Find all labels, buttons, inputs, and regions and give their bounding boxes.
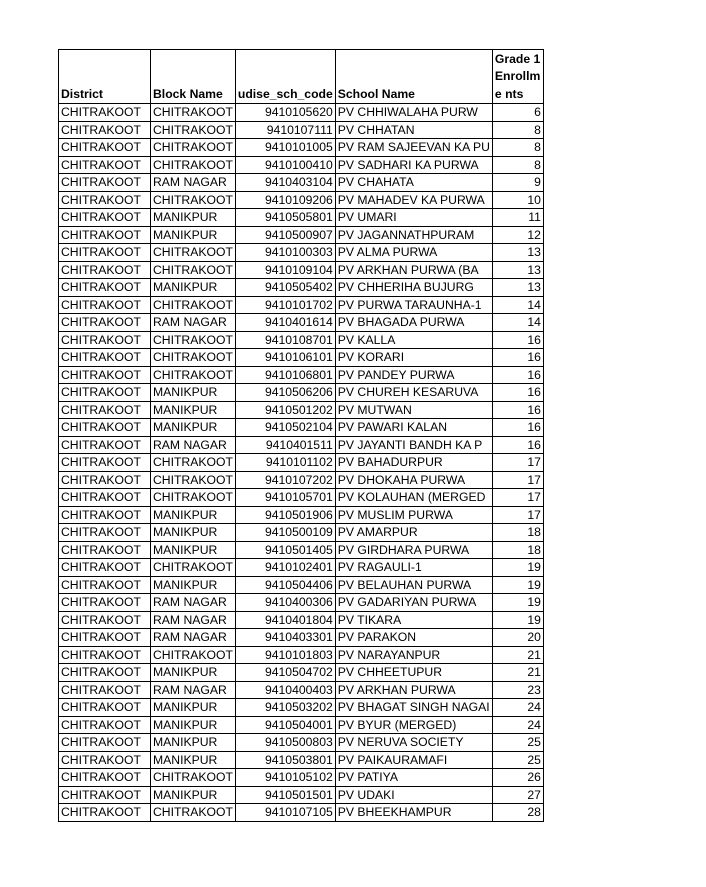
cell-district: CHITRAKOOT bbox=[59, 699, 151, 717]
table-row bbox=[59, 296, 544, 314]
cell-udise-sch-code: 9410105620 bbox=[235, 104, 335, 122]
cell-grade-1-enrollments: 24 bbox=[492, 699, 543, 717]
cell-block-name: RAM NAGAR bbox=[151, 174, 236, 192]
cell-school-name: PV BYUR (MERGED) bbox=[335, 716, 492, 734]
cell-grade-1-enrollments: 12 bbox=[492, 226, 543, 244]
cell-district: CHITRAKOOT bbox=[59, 594, 151, 612]
table-row bbox=[59, 209, 544, 227]
table-row bbox=[59, 279, 544, 297]
table-row bbox=[59, 734, 544, 752]
cell-grade-1-enrollments: 14 bbox=[492, 296, 543, 314]
cell-grade-1-enrollments: 21 bbox=[492, 646, 543, 664]
cell-grade-1-enrollments: 16 bbox=[492, 436, 543, 454]
cell-district: CHITRAKOOT bbox=[59, 664, 151, 682]
cell-udise-sch-code: 9410400403 bbox=[235, 681, 335, 699]
cell-grade-1-enrollments: 26 bbox=[492, 769, 543, 787]
cell-udise-sch-code: 9410400306 bbox=[235, 594, 335, 612]
cell-district: CHITRAKOOT bbox=[59, 804, 151, 822]
cell-udise-sch-code: 9410100410 bbox=[235, 156, 335, 174]
cell-district: CHITRAKOOT bbox=[59, 314, 151, 332]
table-row bbox=[59, 104, 544, 122]
cell-district: CHITRAKOOT bbox=[59, 716, 151, 734]
cell-school-name: PV PAWARI KALAN bbox=[335, 419, 492, 437]
cell-grade-1-enrollments: 8 bbox=[492, 121, 543, 139]
cell-udise-sch-code: 9410107202 bbox=[235, 471, 335, 489]
cell-block-name: MANIKPUR bbox=[151, 279, 236, 297]
cell-block-name: MANIKPUR bbox=[151, 401, 236, 419]
cell-block-name: CHITRAKOOT bbox=[151, 331, 236, 349]
cell-school-name: PV CHAHATA bbox=[335, 174, 492, 192]
cell-district: CHITRAKOOT bbox=[59, 646, 151, 664]
cell-school-name: PV CHHEETUPUR bbox=[335, 664, 492, 682]
cell-school-name: PV KORARI bbox=[335, 349, 492, 367]
cell-district: CHITRAKOOT bbox=[59, 559, 151, 577]
cell-block-name: RAM NAGAR bbox=[151, 594, 236, 612]
cell-school-name: PV ARKHAN PURWA bbox=[335, 681, 492, 699]
table-row bbox=[59, 436, 544, 454]
cell-grade-1-enrollments: 20 bbox=[492, 629, 543, 647]
table-row bbox=[59, 804, 544, 822]
cell-block-name: CHITRAKOOT bbox=[151, 191, 236, 209]
cell-udise-sch-code: 9410505402 bbox=[235, 279, 335, 297]
cell-udise-sch-code: 9410500803 bbox=[235, 734, 335, 752]
cell-udise-sch-code: 9410504001 bbox=[235, 716, 335, 734]
cell-grade-1-enrollments: 19 bbox=[492, 576, 543, 594]
cell-grade-1-enrollments: 13 bbox=[492, 244, 543, 262]
cell-grade-1-enrollments: 16 bbox=[492, 384, 543, 402]
cell-district: CHITRAKOOT bbox=[59, 419, 151, 437]
cell-block-name: CHITRAKOOT bbox=[151, 261, 236, 279]
cell-district: CHITRAKOOT bbox=[59, 366, 151, 384]
table-row bbox=[59, 226, 544, 244]
cell-district: CHITRAKOOT bbox=[59, 139, 151, 157]
cell-block-name: CHITRAKOOT bbox=[151, 296, 236, 314]
cell-udise-sch-code: 9410505801 bbox=[235, 209, 335, 227]
cell-school-name: PV GIRDHARA PURWA bbox=[335, 541, 492, 559]
table-row bbox=[59, 524, 544, 542]
table-row bbox=[59, 751, 544, 769]
cell-school-name: PV MUTWAN bbox=[335, 401, 492, 419]
cell-school-name: PV SADHARI KA PURWA bbox=[335, 156, 492, 174]
cell-udise-sch-code: 9410504406 bbox=[235, 576, 335, 594]
cell-block-name: MANIKPUR bbox=[151, 576, 236, 594]
cell-block-name: CHITRAKOOT bbox=[151, 156, 236, 174]
cell-school-name: PV PANDEY PURWA bbox=[335, 366, 492, 384]
header-school-name: School Name bbox=[335, 50, 492, 104]
cell-grade-1-enrollments: 16 bbox=[492, 349, 543, 367]
cell-school-name: PV BHAGAT SINGH NAGAI bbox=[335, 699, 492, 717]
cell-district: CHITRAKOOT bbox=[59, 401, 151, 419]
cell-school-name: PV PAIKAURAMAFI bbox=[335, 751, 492, 769]
cell-school-name: PV PARAKON bbox=[335, 629, 492, 647]
cell-block-name: CHITRAKOOT bbox=[151, 104, 236, 122]
cell-school-name: PV BHAGADA PURWA bbox=[335, 314, 492, 332]
cell-district: CHITRAKOOT bbox=[59, 209, 151, 227]
cell-school-name: PV NARAYANPUR bbox=[335, 646, 492, 664]
cell-school-name: PV ARKHAN PURWA (BA bbox=[335, 261, 492, 279]
cell-udise-sch-code: 9410501405 bbox=[235, 541, 335, 559]
cell-district: CHITRAKOOT bbox=[59, 121, 151, 139]
cell-udise-sch-code: 9410105102 bbox=[235, 769, 335, 787]
cell-udise-sch-code: 9410102401 bbox=[235, 559, 335, 577]
cell-grade-1-enrollments: 14 bbox=[492, 314, 543, 332]
table-row bbox=[59, 611, 544, 629]
cell-block-name: MANIKPUR bbox=[151, 541, 236, 559]
cell-school-name: PV NERUVA SOCIETY bbox=[335, 734, 492, 752]
cell-district: CHITRAKOOT bbox=[59, 104, 151, 122]
table-row bbox=[59, 156, 544, 174]
cell-district: CHITRAKOOT bbox=[59, 506, 151, 524]
table-row bbox=[59, 629, 544, 647]
cell-udise-sch-code: 9410502104 bbox=[235, 419, 335, 437]
table-row bbox=[59, 331, 544, 349]
header-grade-1-enrollments: Grade 1 Enrollme nts bbox=[492, 50, 543, 104]
cell-block-name: CHITRAKOOT bbox=[151, 121, 236, 139]
table-row bbox=[59, 559, 544, 577]
cell-udise-sch-code: 9410401614 bbox=[235, 314, 335, 332]
cell-udise-sch-code: 9410109104 bbox=[235, 261, 335, 279]
cell-district: CHITRAKOOT bbox=[59, 769, 151, 787]
cell-block-name: CHITRAKOOT bbox=[151, 471, 236, 489]
cell-school-name: PV RAM SAJEEVAN KA PU bbox=[335, 139, 492, 157]
cell-udise-sch-code: 9410403104 bbox=[235, 174, 335, 192]
cell-district: CHITRAKOOT bbox=[59, 629, 151, 647]
cell-block-name: MANIKPUR bbox=[151, 419, 236, 437]
cell-school-name: PV KOLAUHAN (MERGED bbox=[335, 489, 492, 507]
cell-block-name: RAM NAGAR bbox=[151, 681, 236, 699]
cell-district: CHITRAKOOT bbox=[59, 349, 151, 367]
cell-school-name: PV ALMA PURWA bbox=[335, 244, 492, 262]
cell-block-name: CHITRAKOOT bbox=[151, 559, 236, 577]
cell-grade-1-enrollments: 17 bbox=[492, 454, 543, 472]
cell-district: CHITRAKOOT bbox=[59, 489, 151, 507]
cell-school-name: PV PATIYA bbox=[335, 769, 492, 787]
cell-grade-1-enrollments: 16 bbox=[492, 366, 543, 384]
cell-block-name: MANIKPUR bbox=[151, 524, 236, 542]
table-row bbox=[59, 366, 544, 384]
table-row bbox=[59, 349, 544, 367]
header-udise-sch-code: udise_sch_code bbox=[235, 50, 335, 104]
cell-block-name: MANIKPUR bbox=[151, 751, 236, 769]
cell-district: CHITRAKOOT bbox=[59, 471, 151, 489]
cell-block-name: MANIKPUR bbox=[151, 209, 236, 227]
table-row bbox=[59, 261, 544, 279]
cell-udise-sch-code: 9410501202 bbox=[235, 401, 335, 419]
cell-block-name: MANIKPUR bbox=[151, 506, 236, 524]
cell-grade-1-enrollments: 16 bbox=[492, 401, 543, 419]
cell-grade-1-enrollments: 8 bbox=[492, 139, 543, 157]
cell-udise-sch-code: 9410403301 bbox=[235, 629, 335, 647]
table-row bbox=[59, 506, 544, 524]
cell-school-name: PV AMARPUR bbox=[335, 524, 492, 542]
cell-grade-1-enrollments: 17 bbox=[492, 471, 543, 489]
table-row bbox=[59, 594, 544, 612]
table-row bbox=[59, 174, 544, 192]
cell-block-name: MANIKPUR bbox=[151, 786, 236, 804]
cell-district: CHITRAKOOT bbox=[59, 191, 151, 209]
cell-udise-sch-code: 9410101102 bbox=[235, 454, 335, 472]
cell-udise-sch-code: 9410101702 bbox=[235, 296, 335, 314]
table-row bbox=[59, 191, 544, 209]
cell-district: CHITRAKOOT bbox=[59, 384, 151, 402]
cell-district: CHITRAKOOT bbox=[59, 524, 151, 542]
cell-block-name: RAM NAGAR bbox=[151, 629, 236, 647]
cell-district: CHITRAKOOT bbox=[59, 174, 151, 192]
cell-block-name: RAM NAGAR bbox=[151, 436, 236, 454]
cell-block-name: CHITRAKOOT bbox=[151, 139, 236, 157]
cell-block-name: CHITRAKOOT bbox=[151, 769, 236, 787]
cell-district: CHITRAKOOT bbox=[59, 734, 151, 752]
cell-grade-1-enrollments: 17 bbox=[492, 489, 543, 507]
cell-district: CHITRAKOOT bbox=[59, 331, 151, 349]
cell-district: CHITRAKOOT bbox=[59, 611, 151, 629]
cell-udise-sch-code: 9410501906 bbox=[235, 506, 335, 524]
cell-district: CHITRAKOOT bbox=[59, 681, 151, 699]
cell-block-name: MANIKPUR bbox=[151, 716, 236, 734]
table-row bbox=[59, 681, 544, 699]
cell-grade-1-enrollments: 25 bbox=[492, 734, 543, 752]
cell-block-name: MANIKPUR bbox=[151, 384, 236, 402]
cell-grade-1-enrollments: 19 bbox=[492, 611, 543, 629]
cell-school-name: PV RAGAULI-1 bbox=[335, 559, 492, 577]
cell-school-name: PV GADARIYAN PURWA bbox=[335, 594, 492, 612]
table-row bbox=[59, 716, 544, 734]
cell-district: CHITRAKOOT bbox=[59, 436, 151, 454]
cell-grade-1-enrollments: 13 bbox=[492, 279, 543, 297]
cell-block-name: CHITRAKOOT bbox=[151, 349, 236, 367]
cell-udise-sch-code: 9410501501 bbox=[235, 786, 335, 804]
cell-district: CHITRAKOOT bbox=[59, 576, 151, 594]
cell-udise-sch-code: 9410107105 bbox=[235, 804, 335, 822]
table-row bbox=[59, 541, 544, 559]
cell-school-name: PV BELAUHAN PURWA bbox=[335, 576, 492, 594]
cell-udise-sch-code: 9410503202 bbox=[235, 699, 335, 717]
cell-school-name: PV MUSLIM PURWA bbox=[335, 506, 492, 524]
table-row bbox=[59, 489, 544, 507]
table-row bbox=[59, 769, 544, 787]
cell-grade-1-enrollments: 18 bbox=[492, 541, 543, 559]
cell-udise-sch-code: 9410100303 bbox=[235, 244, 335, 262]
cell-block-name: RAM NAGAR bbox=[151, 611, 236, 629]
cell-school-name: PV UMARI bbox=[335, 209, 492, 227]
cell-block-name: CHITRAKOOT bbox=[151, 244, 236, 262]
cell-block-name: MANIKPUR bbox=[151, 734, 236, 752]
cell-grade-1-enrollments: 13 bbox=[492, 261, 543, 279]
cell-district: CHITRAKOOT bbox=[59, 244, 151, 262]
table-row bbox=[59, 786, 544, 804]
cell-grade-1-enrollments: 16 bbox=[492, 331, 543, 349]
cell-district: CHITRAKOOT bbox=[59, 279, 151, 297]
cell-district: CHITRAKOOT bbox=[59, 156, 151, 174]
cell-district: CHITRAKOOT bbox=[59, 226, 151, 244]
table-row bbox=[59, 384, 544, 402]
table-row bbox=[59, 576, 544, 594]
cell-block-name: CHITRAKOOT bbox=[151, 804, 236, 822]
table-row bbox=[59, 244, 544, 262]
cell-district: CHITRAKOOT bbox=[59, 786, 151, 804]
cell-block-name: CHITRAKOOT bbox=[151, 489, 236, 507]
cell-grade-1-enrollments: 27 bbox=[492, 786, 543, 804]
cell-grade-1-enrollments: 21 bbox=[492, 664, 543, 682]
cell-school-name: PV TIKARA bbox=[335, 611, 492, 629]
cell-school-name: PV UDAKI bbox=[335, 786, 492, 804]
cell-grade-1-enrollments: 9 bbox=[492, 174, 543, 192]
header-row bbox=[59, 50, 544, 104]
cell-grade-1-enrollments: 16 bbox=[492, 419, 543, 437]
cell-grade-1-enrollments: 10 bbox=[492, 191, 543, 209]
cell-block-name: CHITRAKOOT bbox=[151, 646, 236, 664]
cell-school-name: PV PURWA TARAUNHA-1 bbox=[335, 296, 492, 314]
cell-grade-1-enrollments: 28 bbox=[492, 804, 543, 822]
cell-udise-sch-code: 9410500907 bbox=[235, 226, 335, 244]
cell-grade-1-enrollments: 19 bbox=[492, 594, 543, 612]
table-row bbox=[59, 314, 544, 332]
cell-block-name: RAM NAGAR bbox=[151, 314, 236, 332]
cell-udise-sch-code: 9410108701 bbox=[235, 331, 335, 349]
table-row bbox=[59, 121, 544, 139]
cell-udise-sch-code: 9410503801 bbox=[235, 751, 335, 769]
table-row bbox=[59, 454, 544, 472]
cell-udise-sch-code: 9410101005 bbox=[235, 139, 335, 157]
table-row bbox=[59, 139, 544, 157]
cell-udise-sch-code: 9410500109 bbox=[235, 524, 335, 542]
table-row bbox=[59, 646, 544, 664]
cell-grade-1-enrollments: 23 bbox=[492, 681, 543, 699]
cell-school-name: PV KALLA bbox=[335, 331, 492, 349]
header-block-name: Block Name bbox=[151, 50, 236, 104]
cell-district: CHITRAKOOT bbox=[59, 296, 151, 314]
cell-school-name: PV CHHATAN bbox=[335, 121, 492, 139]
cell-block-name: CHITRAKOOT bbox=[151, 366, 236, 384]
cell-udise-sch-code: 9410101803 bbox=[235, 646, 335, 664]
table-row bbox=[59, 699, 544, 717]
table-row bbox=[59, 401, 544, 419]
cell-grade-1-enrollments: 25 bbox=[492, 751, 543, 769]
cell-udise-sch-code: 9410506206 bbox=[235, 384, 335, 402]
cell-udise-sch-code: 9410106101 bbox=[235, 349, 335, 367]
cell-block-name: MANIKPUR bbox=[151, 699, 236, 717]
cell-school-name: PV JAGANNATHPURAM bbox=[335, 226, 492, 244]
cell-school-name: PV CHUREH KESARUVA bbox=[335, 384, 492, 402]
header-district: District bbox=[59, 50, 151, 104]
cell-udise-sch-code: 9410401511 bbox=[235, 436, 335, 454]
cell-block-name: MANIKPUR bbox=[151, 226, 236, 244]
cell-grade-1-enrollments: 17 bbox=[492, 506, 543, 524]
cell-district: CHITRAKOOT bbox=[59, 454, 151, 472]
cell-school-name: PV MAHADEV KA PURWA bbox=[335, 191, 492, 209]
table-row bbox=[59, 664, 544, 682]
cell-grade-1-enrollments: 18 bbox=[492, 524, 543, 542]
cell-school-name: PV BAHADURPUR bbox=[335, 454, 492, 472]
cell-udise-sch-code: 9410401804 bbox=[235, 611, 335, 629]
table-row bbox=[59, 471, 544, 489]
cell-school-name: PV CHHERIHA BUJURG bbox=[335, 279, 492, 297]
cell-udise-sch-code: 9410107111 bbox=[235, 121, 335, 139]
enrollment-table bbox=[58, 49, 544, 822]
table-row bbox=[59, 419, 544, 437]
cell-grade-1-enrollments: 24 bbox=[492, 716, 543, 734]
cell-grade-1-enrollments: 11 bbox=[492, 209, 543, 227]
cell-school-name: PV DHOKAHA PURWA bbox=[335, 471, 492, 489]
cell-district: CHITRAKOOT bbox=[59, 751, 151, 769]
cell-school-name: PV BHEEKHAMPUR bbox=[335, 804, 492, 822]
cell-udise-sch-code: 9410106801 bbox=[235, 366, 335, 384]
cell-grade-1-enrollments: 8 bbox=[492, 156, 543, 174]
cell-grade-1-enrollments: 6 bbox=[492, 104, 543, 122]
cell-udise-sch-code: 9410504702 bbox=[235, 664, 335, 682]
cell-udise-sch-code: 9410105701 bbox=[235, 489, 335, 507]
cell-district: CHITRAKOOT bbox=[59, 541, 151, 559]
cell-udise-sch-code: 9410109206 bbox=[235, 191, 335, 209]
cell-block-name: CHITRAKOOT bbox=[151, 454, 236, 472]
cell-school-name: PV JAYANTI BANDH KA P bbox=[335, 436, 492, 454]
cell-grade-1-enrollments: 19 bbox=[492, 559, 543, 577]
cell-district: CHITRAKOOT bbox=[59, 261, 151, 279]
cell-block-name: MANIKPUR bbox=[151, 664, 236, 682]
cell-school-name: PV CHHIWALAHA PURW bbox=[335, 104, 492, 122]
